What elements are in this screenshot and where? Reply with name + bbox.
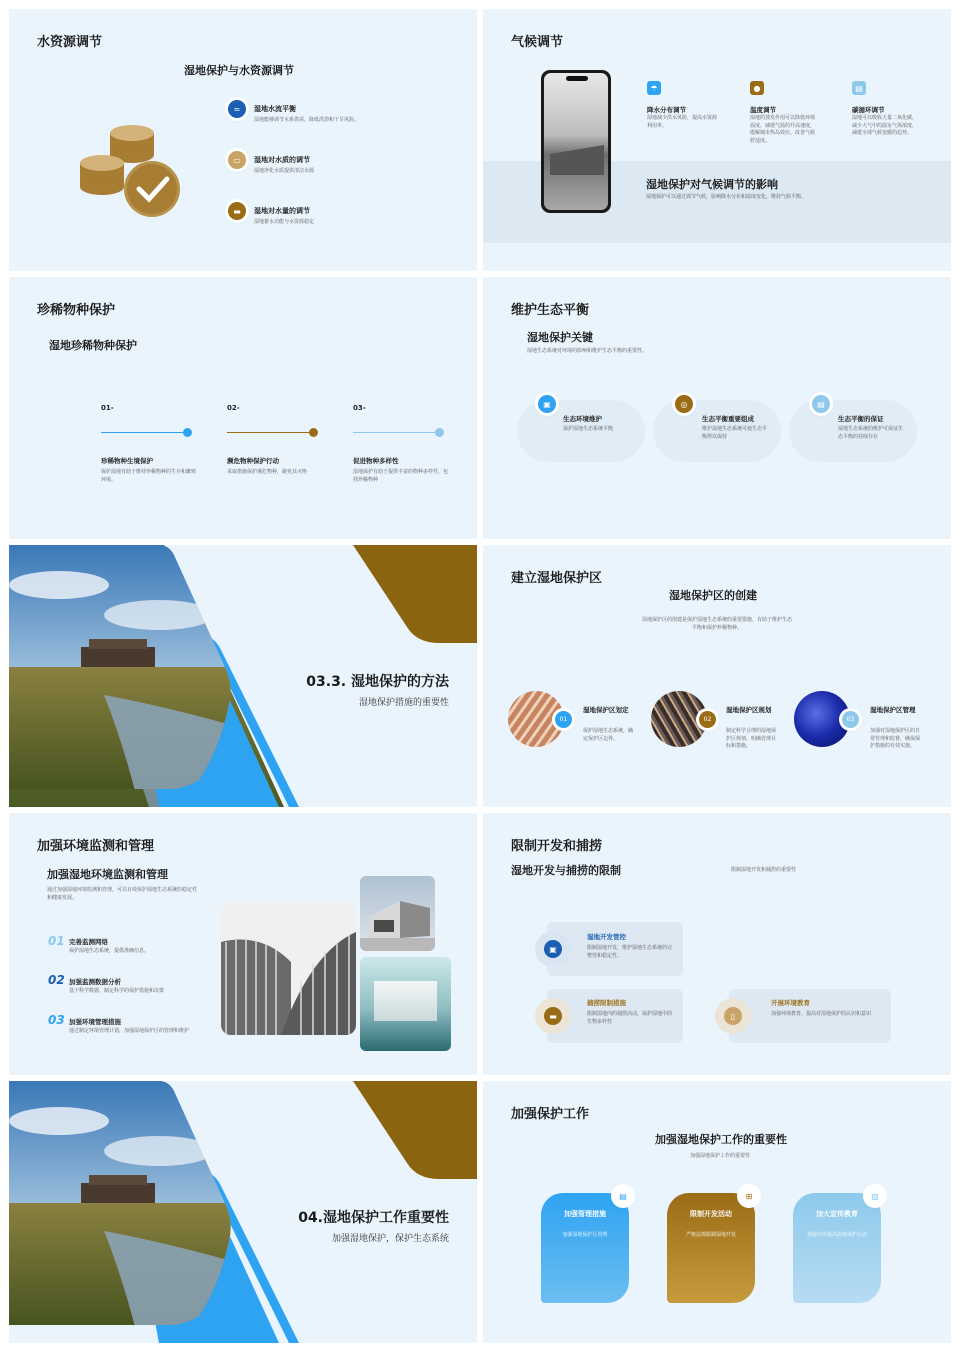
item-desc: 保护湿地生态系统，确定保护区边界。 bbox=[583, 728, 634, 742]
step-dot bbox=[435, 428, 444, 437]
slide-desc: 湿地保护区的创建是保护湿地生态系统的重要措施，有助于维护生态平衡和保护珍稀物种。 bbox=[641, 617, 792, 631]
slide-strengthen-protection[interactable] bbox=[483, 1081, 951, 1343]
item-title: 湿地保护区规划 bbox=[726, 706, 772, 714]
slide-protected-area[interactable] bbox=[483, 545, 951, 807]
slide-title: 限制开发和捕捞 bbox=[511, 839, 603, 854]
card-title: 生态平衡重要组成 bbox=[702, 415, 754, 423]
step-desc: 湿地保护有助于提供丰富的物种多样性，包括珍稀物种 bbox=[353, 469, 449, 483]
slide-title: 加强环境监测和管理 bbox=[37, 839, 155, 854]
slide-title: 维护生态平衡 bbox=[511, 303, 590, 318]
item-title: 湿地水流平衡 bbox=[254, 105, 296, 113]
image-icon: ▨ bbox=[866, 1187, 884, 1205]
item-title: 湿地对水质的调节 bbox=[254, 156, 310, 164]
slide-note: 限制湿地开发和捕捞的重要性 bbox=[731, 867, 797, 873]
item-number: 01 bbox=[48, 934, 65, 948]
slide-section-importance[interactable] bbox=[9, 1081, 477, 1343]
section-heading: 湿地保护对气候调节的影响 bbox=[646, 178, 778, 191]
card-title: 限制开发活动 bbox=[690, 1210, 732, 1218]
photo-modern-building bbox=[360, 876, 435, 951]
card-desc: 湿地生态系统的维护可保证生态平衡的持续存在 bbox=[838, 426, 904, 440]
step-number: 01- bbox=[101, 404, 114, 412]
item-desc: 通过制定环境管理计划，加强湿地保护区的管理和维护 bbox=[69, 1028, 190, 1034]
number-badge: 02 bbox=[699, 711, 716, 728]
slide-subtitle: 湿地开发与捕捞的限制 bbox=[511, 864, 621, 877]
item-desc: 湿地能够调节水系供需，降低洪涝和干旱风险。 bbox=[254, 117, 360, 123]
card-title: 生态环境维护 bbox=[563, 415, 602, 423]
card-desc: 加强宣传提高湿地保护认识 bbox=[806, 1232, 867, 1238]
photo-curved-building bbox=[221, 902, 356, 1035]
slide-subtitle: 湿地保护关键 bbox=[527, 331, 593, 344]
card-desc: 保护湿地生态系统平衡 bbox=[563, 426, 614, 432]
item-desc: 湿地蓄水功能与水资源稳定 bbox=[254, 219, 315, 225]
slide-title: 水资源调节 bbox=[37, 35, 103, 50]
slide-subtitle: 加强湿地环境监测和管理 bbox=[47, 868, 168, 881]
item-title: 降水分布调节 bbox=[647, 106, 686, 114]
card-title: 开展环境教育 bbox=[771, 999, 810, 1007]
item-title: 湿地对水量的调节 bbox=[254, 207, 310, 215]
section-title: 03.3. 湿地保护的方法 bbox=[306, 674, 449, 690]
section-title: 04.湿地保护工作重要性 bbox=[298, 1210, 449, 1226]
step-number: 02- bbox=[227, 404, 240, 412]
card-desc: 严格法规限制湿地开发 bbox=[685, 1232, 736, 1238]
step-title: 促进物种多样性 bbox=[353, 457, 399, 465]
step-line bbox=[101, 432, 187, 433]
item-desc: 湿地减少洪水风险，提高水资源利用率。 bbox=[647, 115, 718, 129]
slide-title: 气候调节 bbox=[511, 35, 564, 50]
slide-subtitle: 湿地保护与水资源调节 bbox=[184, 64, 294, 77]
slide-title: 建立湿地保护区 bbox=[511, 571, 603, 586]
slide-desc: 通过加强湿地环境监测和管理，可以有效保护湿地生态系统的稳定性和健康发展。 bbox=[47, 887, 198, 901]
item-title: 加强监测数据分析 bbox=[69, 978, 121, 986]
section-subtitle: 湿地保护措施的重要性 bbox=[358, 698, 449, 708]
card-title: 湿地开发管控 bbox=[587, 933, 626, 941]
slide-monitoring[interactable] bbox=[9, 813, 477, 1075]
file-icon: ▤ bbox=[614, 1187, 632, 1205]
step-desc: 保护湿地有助于维持珍稀物种的生存和繁殖环境。 bbox=[101, 469, 197, 483]
number-badge: 01 bbox=[555, 711, 572, 728]
item-desc: 保护湿地生态系统，提供准确信息。 bbox=[69, 948, 150, 954]
card-title: 加大宣传教育 bbox=[816, 1210, 858, 1218]
photo-interior bbox=[360, 957, 451, 1051]
card-desc: 加强湿地保护区管理 bbox=[562, 1232, 608, 1238]
step-desc: 采取措施保护濒危物种，避免其灭绝 bbox=[227, 469, 308, 475]
item-title: 完善监测网络 bbox=[69, 938, 108, 946]
step-title: 珍稀物种生境保护 bbox=[101, 457, 153, 465]
item-title: 加强环境管理措施 bbox=[69, 1018, 121, 1026]
shield-icon: ▤ bbox=[812, 395, 830, 413]
slide-subtitle: 湿地珍稀物种保护 bbox=[49, 339, 137, 352]
slide-desc: 湿地生态系统对环境的影响和维护生态平衡的重要性。 bbox=[527, 348, 648, 354]
slide-section-methods[interactable] bbox=[9, 545, 477, 807]
card-desc: 维护湿地生态系统可使生态平衡得以保持 bbox=[702, 426, 768, 440]
target-icon: ◎ bbox=[675, 395, 693, 413]
number-badge: 03 bbox=[842, 711, 859, 728]
step-number: 03- bbox=[353, 404, 366, 412]
slide-ecological-balance[interactable] bbox=[483, 277, 951, 539]
card-desc: 限制湿地内的捕捞活动，保护湿地中的生物多样性 bbox=[587, 1011, 673, 1025]
item-number: 02 bbox=[48, 973, 65, 987]
step-line bbox=[353, 432, 439, 433]
item-title: 湿地保护区划定 bbox=[583, 706, 629, 714]
item-title: 温度调节 bbox=[750, 106, 776, 114]
section-subtitle: 加强湿地保护，保护生态系统 bbox=[331, 1234, 449, 1244]
org-icon: ⊞ bbox=[740, 1187, 758, 1205]
box-icon: ▬ bbox=[544, 1007, 562, 1025]
rain-icon: ☂ bbox=[647, 81, 661, 95]
document-icon: ▯ bbox=[724, 1007, 742, 1025]
step-dot bbox=[309, 428, 318, 437]
item-desc: 湿地净化水质提供清洁水源 bbox=[254, 168, 315, 174]
slide-desc: 加强湿地保护工作的重要性 bbox=[690, 1153, 751, 1159]
carbon-icon: ▤ bbox=[852, 81, 866, 95]
section-desc: 湿地保护可以通过调节气候，影响降水分布和温度变化，维持气候平衡。 bbox=[646, 194, 807, 200]
filter-icon: ▭ bbox=[228, 151, 246, 169]
slide-title: 珍稀物种保护 bbox=[37, 303, 116, 318]
slide-limit-development[interactable] bbox=[483, 813, 951, 1075]
step-title: 濒危物种保护行动 bbox=[227, 457, 279, 465]
slide-rare-species[interactable] bbox=[9, 277, 477, 539]
item-title: 湿地保护区管理 bbox=[870, 706, 916, 714]
card-title: 生态平衡的保证 bbox=[838, 415, 884, 423]
step-dot bbox=[183, 428, 192, 437]
leaf-icon: ▣ bbox=[538, 395, 556, 413]
item-desc: 加强对湿地保护区的日常管理和监督，确保保护措施的有效实施。 bbox=[870, 728, 921, 749]
step-line bbox=[227, 432, 313, 433]
phone-illustration bbox=[541, 70, 611, 213]
temperature-icon: ● bbox=[750, 81, 764, 95]
slide-climate-regulation[interactable] bbox=[483, 9, 951, 271]
item-desc: 基于科学数据，制定科学的保护措施和决策 bbox=[69, 988, 165, 994]
water-icon: ≈ bbox=[228, 100, 246, 118]
slide-subtitle: 湿地保护区的创建 bbox=[669, 589, 757, 602]
card-title: 加强管理措施 bbox=[564, 1210, 606, 1218]
reservoir-icon: ▬ bbox=[228, 202, 246, 220]
slide-title: 加强保护工作 bbox=[511, 1107, 590, 1122]
chat-icon: ▣ bbox=[544, 940, 562, 958]
card-desc: 加强环境教育，提高对湿地保护的认识和意识 bbox=[771, 1011, 872, 1017]
item-title: 碳循环调节 bbox=[852, 106, 885, 114]
slide-subtitle: 加强湿地保护工作的重要性 bbox=[655, 1133, 787, 1146]
item-desc: 湿地可以吸收大量二氧化碳，减少大气中的温室气体浓度，减缓全球气候变暖的趋势。 bbox=[852, 115, 918, 136]
item-desc: 制定科学合理的湿地保护区规划，明确管理目标和措施。 bbox=[726, 728, 777, 749]
coins-illustration bbox=[77, 119, 187, 229]
card-desc: 限制湿地开发，维护湿地生态系统的完整性和稳定性。 bbox=[587, 945, 673, 959]
item-desc: 湿地的蒸发作用可以降低环境温度，减缓气温的升高速度，缓解城市热岛效应，改善气候舒适度。 bbox=[750, 115, 816, 144]
item-number: 03 bbox=[48, 1013, 65, 1027]
slide-water-regulation[interactable] bbox=[9, 9, 477, 271]
card-title: 捕捞限制措施 bbox=[587, 999, 626, 1007]
